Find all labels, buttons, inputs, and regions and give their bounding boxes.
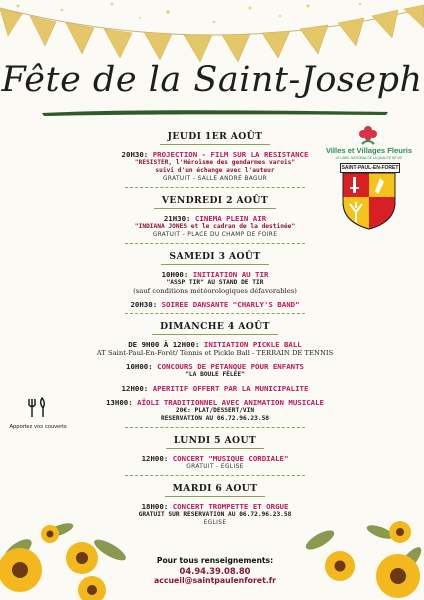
cutlery-icon: [25, 397, 51, 419]
event-name: APERITIF OFFERT PAR LA MUNICIPALITE: [148, 384, 309, 393]
day-section: [70, 316, 360, 423]
event-title: [70, 384, 360, 393]
villages-fleuris-label: Villes et Villages Fleuris: [325, 146, 413, 155]
villages-fleuris-sublabel: LE LABEL NATIONAL DE LA QUALITÉ DE VIE: [335, 156, 403, 160]
day-heading: JEUDI 1ER AOÛT: [160, 131, 271, 145]
event-title: [70, 270, 360, 279]
event-detail: 20€: PLAT/DESSERT/VIN: [175, 407, 255, 414]
event-note: GRATUIT - SALLE ANDRÉ BAGUR: [162, 176, 268, 182]
contact-heading: Pour tous renseignements:: [156, 556, 274, 565]
event-detail: "LA BOULE FÊLÉE": [185, 371, 245, 378]
title-brush-stroke: [40, 106, 390, 118]
event-time: 13H00:: [105, 398, 133, 407]
event-note: GRATUIT - PLACE DU CHAMP DE FOIRE: [152, 232, 278, 238]
event-detail: suivi d'un échange avec l'auteur: [155, 167, 275, 174]
contact-info: [120, 556, 310, 585]
event-name: INITIATION AU TIR: [188, 270, 269, 279]
event-time: 20H30:: [121, 150, 149, 159]
contact-email[interactable]: accueil@saintpaulenforet.fr: [153, 576, 277, 585]
event-name: PROJECTION - FILM SUR LA RESISTANCE: [148, 150, 309, 159]
day-divider: [125, 187, 305, 188]
program: [70, 126, 360, 527]
event-time: 21H30:: [163, 214, 191, 223]
day-divider: [125, 243, 305, 244]
covers-label: Apportez vos couverts: [9, 424, 67, 430]
event-title: [70, 398, 360, 407]
event-note: (sauf conditions météorologiques défavorables): [133, 287, 297, 295]
day-section: [70, 246, 360, 309]
day-heading: SAMEDI 3 AOÛT: [161, 251, 268, 265]
crest-label: SAINT-PAUL-EN-FORET: [341, 165, 399, 171]
event-name: CINEMA PLEIN AIR: [190, 214, 267, 223]
page-title: Fête de la Saint-Joseph: [1, 60, 423, 100]
day-section: [70, 430, 360, 471]
event-name: CONCERT TROMPETTE ET ORGUE: [168, 502, 289, 511]
event-name: CONCERT "MUSIQUE CORDIALE": [168, 454, 289, 463]
event-detail: RESERVATION AU 06.72.96.23.58: [160, 415, 270, 422]
event-time: 12H00:: [141, 454, 169, 463]
day-heading: VENDREDI 2 AOÛT: [154, 195, 276, 209]
event-time: 20H30:: [130, 300, 158, 309]
event-time: 12H00:: [121, 384, 149, 393]
event-name: INITIATION PICKLE BALL: [199, 340, 302, 349]
event-name: SOIREE DANSANTE "CHARLY'S BAND": [157, 300, 300, 309]
day-divider: [125, 427, 305, 428]
day-divider: [125, 313, 305, 314]
event-note: EGLISE: [203, 520, 227, 526]
event-time: 18H00:: [141, 502, 169, 511]
event-time: DE 9H00 À 12H00:: [128, 340, 200, 349]
event-detail: "RESISTER, l'Héroïsme des gendarmes varois": [134, 159, 296, 166]
contact-phone[interactable]: 04.94.39.08.80: [179, 566, 251, 576]
event-name: AÏOLI TRADITIONNEL AVEC ANIMATION MUSICALE: [132, 398, 325, 407]
event-title: [70, 454, 360, 463]
event-title: [70, 362, 360, 371]
event-detail: GRATUIT SUR RESERVATION AU 06.72.96.23.58: [138, 511, 292, 518]
event-name: CONCOURS DE PETANQUE POUR ENFANTS: [152, 362, 304, 371]
day-section: [70, 190, 360, 239]
day-section: [70, 126, 360, 183]
event-time: 10H00:: [126, 362, 153, 371]
day-divider: [125, 475, 305, 476]
event-title: [70, 502, 360, 511]
event-detail: "ASSP TIR" AU STAND DE TIR: [166, 279, 264, 286]
event-title: [70, 150, 360, 159]
event-title: [70, 340, 360, 349]
event-title: [70, 300, 360, 309]
covers-note: [8, 397, 68, 430]
event-note: AT Saint-Paul-En-Forêt/ Tennis et Pickle Ball - TERRAIN DE TENNIS: [96, 349, 334, 357]
event-title: [70, 214, 360, 223]
day-heading: DIMANCHE 4 AOÛT: [152, 321, 278, 335]
event-detail: "INDIANA JONES et le cadran de la destinée": [134, 223, 296, 230]
event-note: GRATUIT - EGLISE: [186, 464, 244, 470]
day-heading: MARDI 6 AOUT: [165, 483, 266, 497]
event-time: 10H00:: [161, 270, 189, 279]
day-heading: LUNDI 5 AOUT: [166, 435, 264, 449]
